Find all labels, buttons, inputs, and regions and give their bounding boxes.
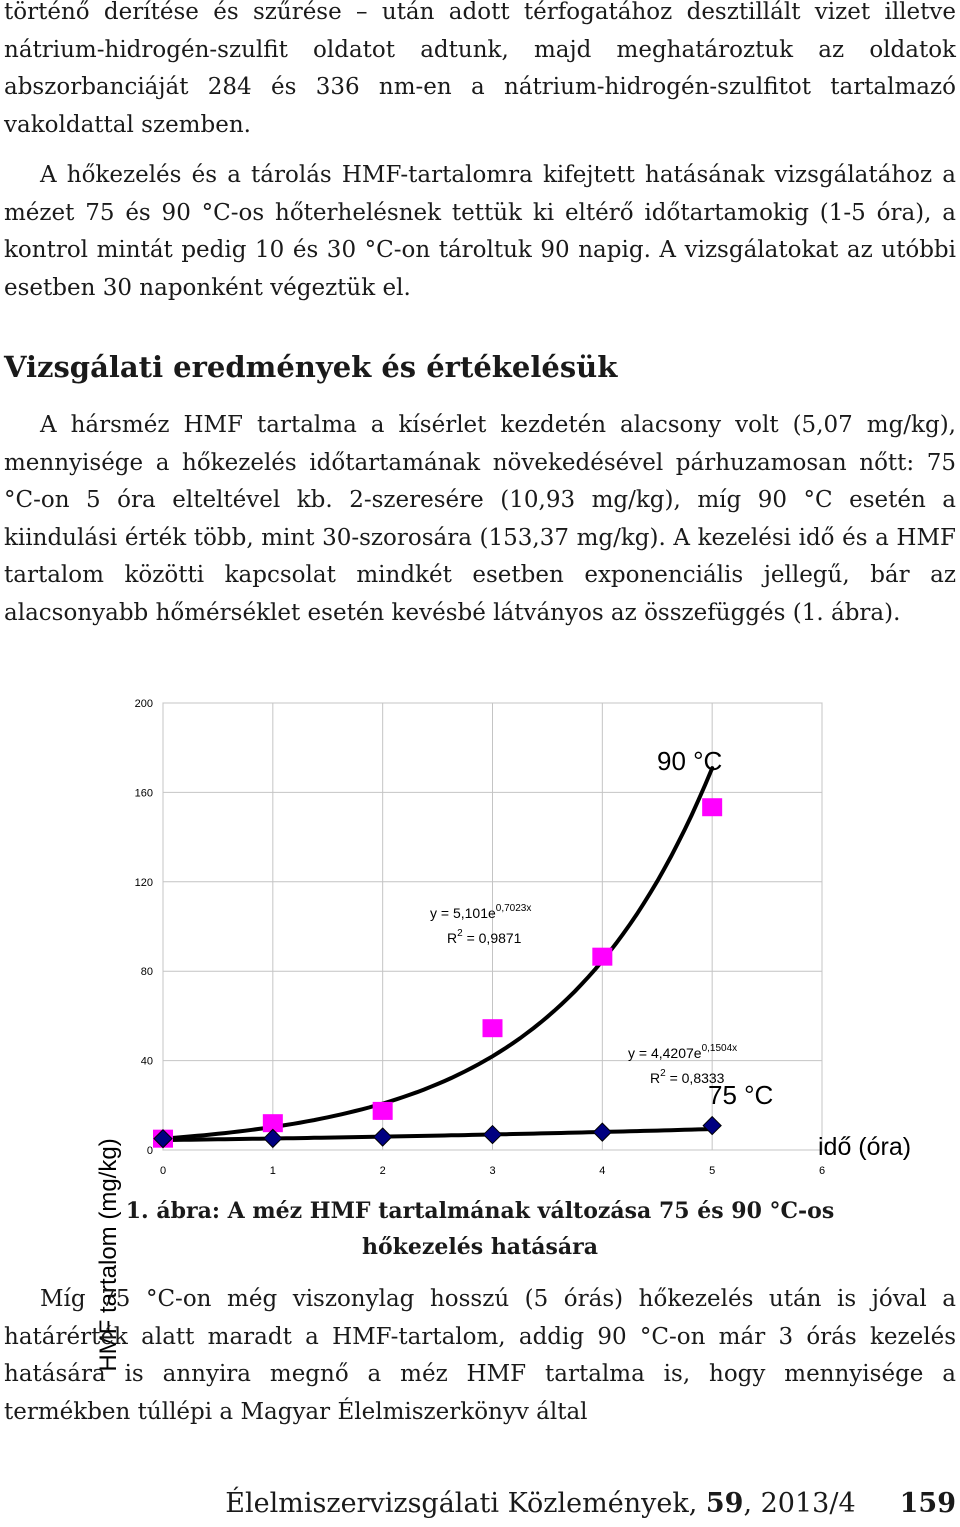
x-tick-label: 0 [159, 1165, 167, 1177]
svg-text:R2 = 0,9871: $R^2 = 0,9871$ [447, 928, 522, 946]
y-axis-ticks [135, 698, 153, 1157]
y-tick-label: 40 [140, 1055, 153, 1068]
equation-75c: y = 4,4207e [628, 1045, 702, 1061]
y-tick-label: 80 [140, 966, 153, 979]
y-tick-label: 120 [134, 876, 153, 889]
y-tick-label: 160 [134, 787, 153, 800]
trendline-equation-90c [430, 903, 531, 946]
marker-diamond [484, 1126, 502, 1144]
x-tick-label: 2 [379, 1165, 386, 1177]
journal-volume: 59 [705, 1488, 744, 1519]
trendline-equation-75c [628, 1043, 737, 1086]
annotation-90c: 90 °C [657, 746, 723, 776]
section-heading: Vizsgálati eredmények és értékelésük [4, 350, 618, 384]
marker-diamond [374, 1128, 392, 1146]
x-axis-ticks [160, 1165, 825, 1177]
journal-name: Élelmiszervizsgálati Közlemények, [225, 1488, 706, 1519]
equation-90c: y = 5,101e [430, 905, 496, 921]
journal-issue: , 2013/4 [743, 1488, 856, 1519]
r2-label-90c: R [447, 930, 458, 946]
r2-value-90c: = 0,9871 [462, 930, 522, 946]
x-tick-label: 3 [489, 1165, 496, 1177]
y-tick-label: 200 [134, 698, 153, 710]
paragraph-results: A hársméz HMF tartalma a kísérlet kezdetén alacsony volt (5,07 mg/kg), mennyisége a hőkezelés időtartamának növekedésével párhuzamosan nőtt: 75 °C-on 5 óra elteltével kb. 2-szeresére (10,93 mg/kg), míg 90 °C esetén a kiindulási érték több, mint 30-szorosára (153,37 mg/kg). A kezelési idő és a HMF tartalom közötti kapcsolat mindkét esetben exponenciális jellegű, bár az alacsonyabb hőmérséklet esetén kevésbé látványos az összefüggés (1. ábra). [4, 412, 956, 626]
r2-label-75c: R [650, 1070, 661, 1086]
paragraph-method-end: történő derítése és szűrése – után adott térfogatához desztillált vizet illetve nátrium-hidrogén-szulfit oldatot adtunk, majd meghatároztuk az oldatok abszorbanciáját 284 és 336 nm-en a nátrium-hidrogén-szulfitot tartalmazó vakoldattal szemben. [4, 0, 956, 138]
marker-square [483, 1019, 503, 1037]
svg-text:R2 = 0,8333: $R^2 = 0,8333$ [650, 1068, 725, 1086]
svg-text:y = 4,4207e0,1504x [628, 1043, 737, 1061]
x-axis-label: idő (óra) [818, 1133, 912, 1161]
annotation-75c: 75 °C [708, 1080, 774, 1110]
figure-caption-line2: hőkezelés hatására [362, 1234, 598, 1260]
x-tick-label: 1 [269, 1165, 276, 1177]
figure-caption-line1: 1. ábra: A méz HMF tartalmának változása 75 és 90 °C-os [125, 1198, 835, 1224]
page-number: 159 [899, 1488, 956, 1519]
exponent-75c: 0,1504x [701, 1043, 738, 1054]
data-markers [153, 798, 722, 1147]
x-tick-label: 6 [818, 1165, 826, 1177]
y-tick-label: 0 [146, 1145, 153, 1157]
marker-square [373, 1102, 393, 1120]
r2-value-75c: = 0,8333 [665, 1070, 725, 1086]
figure-caption [60, 1193, 900, 1265]
paragraph-discussion: Míg 75 °C-on még viszonylag hosszú (5 órás) hőkezelés után is jóval a határérték alatt maradt a HMF-tartalom, addig 90 °C-on már 3 órás kezelés hatására is annyira megnő a méz HMF tartalma is, hogy mennyisége a termékben túllépi a Magyar Élelmiszerkönyv által [4, 1286, 956, 1425]
trendlines [163, 768, 712, 1140]
trendline-1 [163, 768, 712, 1139]
page-footer [225, 1488, 956, 1519]
svg-text:y = 5,101e0,7023x [430, 903, 531, 921]
x-tick-label: 5 [709, 1165, 716, 1177]
marker-diamond [593, 1123, 611, 1141]
marker-diamond [703, 1117, 721, 1135]
exponent-90c: 0,7023x [495, 903, 532, 914]
x-tick-label: 4 [599, 1165, 606, 1177]
paragraph-heat-treatment: A hőkezelés és a tárolás HMF-tartalomra kifejtett hatásának vizsgálatához a mézet 75 és 90 °C-os hőterhelésnek tettük ki eltérő időtartamokig (1-5 óra), a kontrol mintát pedig 10 és 30 °C-on tároltuk 90 napig. A vizsgálatokat az utóbbi esetben 30 naponként végeztük el. [4, 162, 956, 301]
marker-square [592, 948, 612, 966]
y-axis-label: HMF tartalom (mg/kg) [95, 1138, 122, 1372]
marker-square [702, 798, 722, 816]
